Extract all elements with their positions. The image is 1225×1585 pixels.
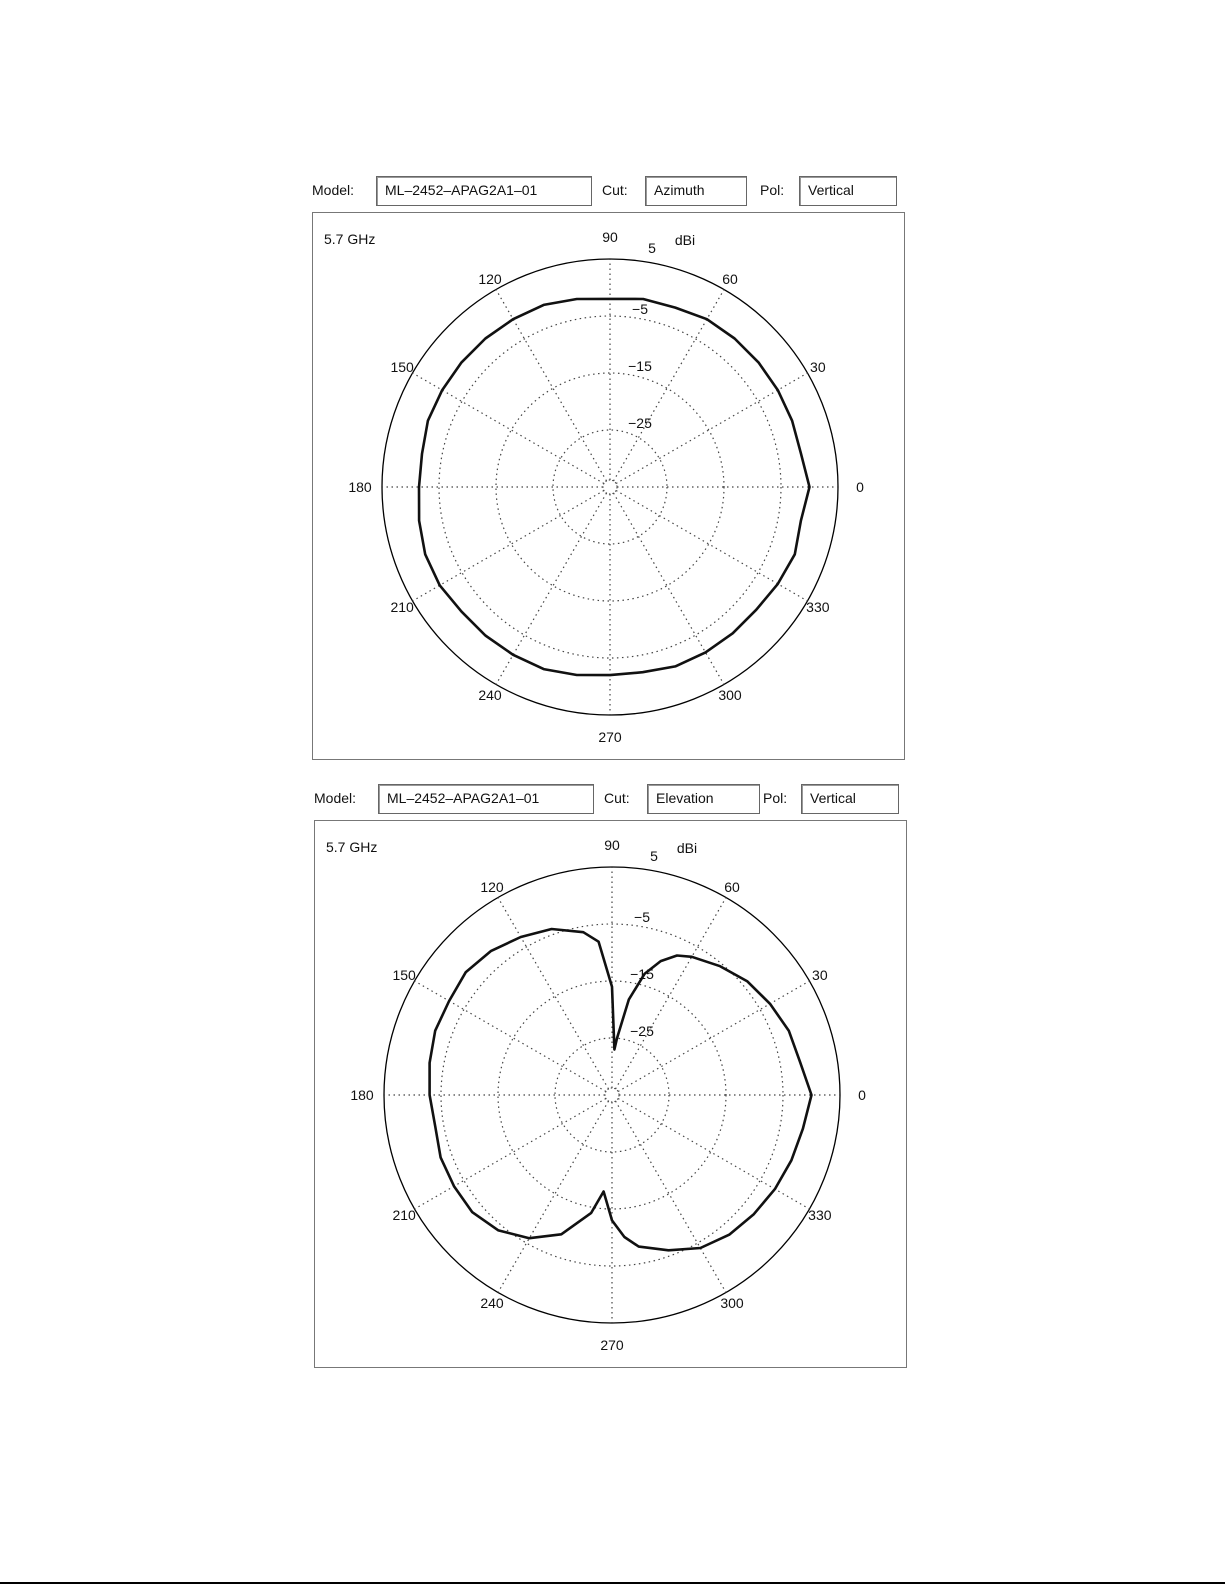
angle-tick-label: 210 <box>392 1207 416 1223</box>
cut-label: Cut: <box>602 182 628 198</box>
radial-tick-label: −25 <box>630 1023 654 1039</box>
grid-spoke <box>616 1101 727 1292</box>
angle-tick-label: 240 <box>480 1294 504 1311</box>
grid-ring <box>441 924 783 1266</box>
radial-tick-label: −15 <box>628 358 652 374</box>
angle-tick-label: 180 <box>350 1087 374 1103</box>
grid-spoke <box>413 491 604 602</box>
angle-tick-label: 240 <box>478 686 502 703</box>
angle-tick-label: 150 <box>392 967 416 983</box>
outer-ring <box>384 867 840 1323</box>
grid-ring <box>439 316 781 658</box>
page-bottom-rule <box>0 1582 1225 1584</box>
frequency-label: 5.7 GHz <box>324 231 376 247</box>
grid-spoke <box>415 981 606 1092</box>
pol-field: Vertical <box>799 176 897 206</box>
radial-tick-label: 5 <box>650 848 658 864</box>
outer-ring <box>382 259 838 715</box>
pol-field: Vertical <box>801 784 899 814</box>
model-field: ML–2452–APAG2A1–01 <box>376 176 592 206</box>
radial-tick-label: −15 <box>630 966 654 982</box>
frequency-label: 5.7 GHz <box>326 839 378 855</box>
grid-ring <box>496 373 724 601</box>
azimuth-header <box>312 176 906 210</box>
grid-hub <box>605 1088 619 1102</box>
angle-tick-label: 330 <box>806 599 830 615</box>
angle-tick-label: 0 <box>858 1087 866 1103</box>
unit-label: dBi <box>676 840 698 856</box>
radial-tick-label: −25 <box>628 415 652 431</box>
angle-tick-label: 120 <box>478 271 502 288</box>
model-label: Model: <box>314 790 357 806</box>
cut-field: Elevation <box>647 784 760 814</box>
cut-field: Azimuth <box>645 176 747 206</box>
azimuth-panel <box>312 176 906 745</box>
pattern-trace <box>430 929 812 1250</box>
angle-tick-label: 90 <box>602 229 618 245</box>
unit-label: dBi <box>674 232 696 248</box>
radial-tick-label: 5 <box>648 240 656 256</box>
cut-label: Cut: <box>604 790 630 806</box>
grid-spoke <box>415 1099 606 1210</box>
angle-tick-label: 300 <box>720 1294 744 1311</box>
grid-spoke <box>498 1101 609 1292</box>
radial-tick-label: −5 <box>634 909 650 925</box>
radial-tick-label: −5 <box>632 301 648 317</box>
azimuth-polar-chart <box>313 213 906 761</box>
grid-hub <box>603 480 617 494</box>
grid-ring <box>555 1038 669 1152</box>
grid-ring <box>553 430 667 544</box>
pol-label: Pol: <box>763 790 788 806</box>
angle-tick-label: 300 <box>718 686 742 703</box>
elevation-header <box>314 784 908 818</box>
angle-tick-label: 330 <box>808 1207 832 1223</box>
pol-label: Pol: <box>760 182 785 198</box>
elevation-plot-frame <box>314 820 907 1368</box>
angle-tick-label: 120 <box>480 879 504 896</box>
angle-tick-label: 60 <box>724 879 740 896</box>
model-label: Model: <box>312 182 355 198</box>
grid-spoke <box>498 898 609 1089</box>
grid-spoke <box>614 493 725 684</box>
angle-tick-label: 210 <box>390 599 414 615</box>
elevation-panel <box>314 784 908 1353</box>
angle-tick-label: 30 <box>810 359 826 375</box>
angle-tick-label: 60 <box>722 271 738 288</box>
angle-tick-label: 150 <box>390 359 414 375</box>
angle-tick-label: 0 <box>856 479 864 495</box>
azimuth-plot-frame <box>312 212 905 760</box>
angle-tick-label: 30 <box>812 967 828 983</box>
angle-tick-label: 270 <box>600 1337 624 1353</box>
grid-spoke <box>618 1099 809 1210</box>
model-field: ML–2452–APAG2A1–01 <box>378 784 594 814</box>
elevation-polar-chart <box>315 821 908 1369</box>
angle-tick-label: 90 <box>604 837 620 853</box>
angle-tick-label: 270 <box>598 729 622 745</box>
angle-tick-label: 180 <box>348 479 372 495</box>
